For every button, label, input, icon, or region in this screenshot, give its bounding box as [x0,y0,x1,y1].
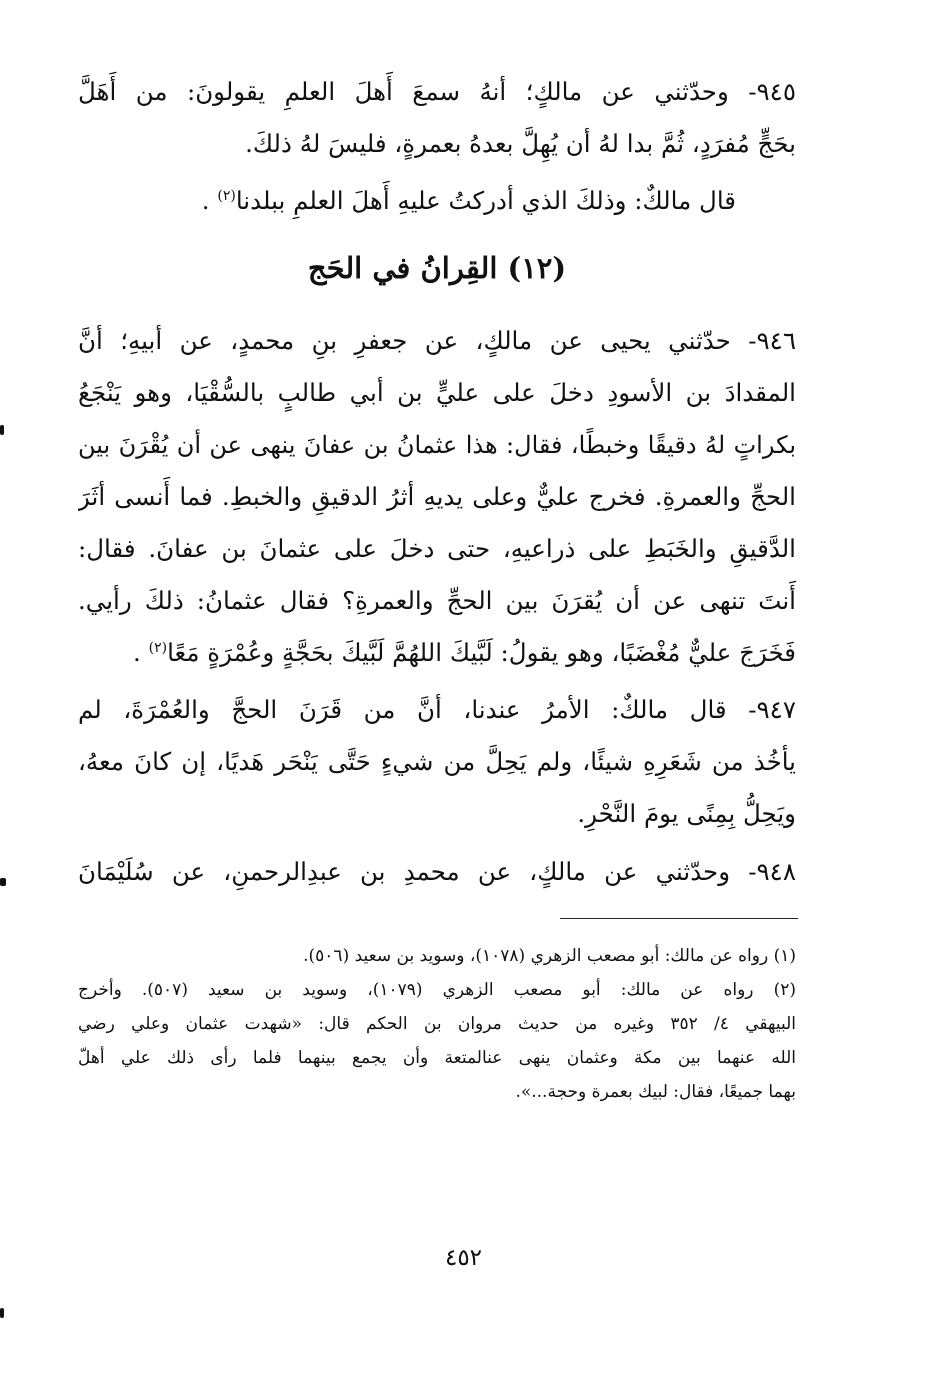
footnote-2-line-4: بهما جميعًا، فقال: لبيك بعمرة وحجة...». [515,1082,796,1102]
hadith-946-last-text: فَخَرَجَ عليٌّ مُغْضَبًا، وهو يقولُ: لَبَّيكَ اللهُمَّ لَبَّيكَ بحَجَّةٍ وعُمْرَةٍ مَعًا [167,638,796,667]
hadith-945-line-2: بحَجٍّ مُفرَدٍ، ثُمَّ بدا لهُ أن يُهِلَّ بعدهُ بعمرةٍ، فليسَ لهُ ذلكَ. [245,129,796,158]
page-number: ٤٥٢ [444,1245,483,1271]
malik-statement-line [78,175,736,227]
hadith-948 [78,846,796,898]
footnote-1: (١) رواه عن مالك: أبو مصعب الزهري (١٠٧٨)، وسويد بن سعيد (٥٠٦). [303,946,796,966]
hadith-948-line-1: ٩٤٨- وحدّثني عن مالكٍ، عن محمدِ بن عبدِالرحمنِ، عن سُلَيْمَانَ [78,857,796,886]
scan-mark [0,425,4,435]
footnote-2-line-3: الله عنهما بين مكة وعثمان ينهى عنالمتعة وأن يجمع بينهما فلما رأى ذلك علي أهلّ [78,1048,796,1068]
footnote-2-line-1: (٢) رواه عن مالك: أبو مصعب الزهري (١٠٧٩)، وسويد بن سعيد (٥٠٧). وأخرج [78,980,796,1000]
hadith-947-line-1: ٩٤٧- قال مالكٌ: الأمرُ عندنا، أنَّ من قَرَنَ الحجَّ والعُمْرَةَ، لم [78,695,796,724]
hadith-946-line-3: بكراتٍ لهُ دقيقًا وخبطًا، فقال: هذا عثمانُ بن عفانَ ينهى عن أن يُقْرَنَ بين [78,431,796,459]
footnotes [78,939,796,1109]
hadith-945 [78,66,796,170]
hadith-946-line-6: أَنتَ تنهى عن أن يُقرَنَ بين الحجِّ والعمرةِ؟ فقال عثمانُ: ذلكَ رأيي. [78,586,796,615]
hadith-946-line-1: ٩٤٦- حدّثني يحيى عن مالكٍ، عن جعفرِ بنِ محمدٍ، عن أبيهِ؛ أنَّ [78,326,796,355]
scan-mark [0,878,6,886]
hadith-946-line-7 [78,627,796,679]
hadith-946-line-4: الحجِّ والعمرةِ. فخرج عليٌّ وعلى يديهِ أثرُ الدقيقِ والخبطِ. فما أَنسى أثَرَ [78,482,796,511]
footnote-separator [560,918,798,919]
hadith-947-line-2: يأخُذ من شَعَرِهِ شيئًا، ولم يَحِلَّ من شيءٍ حَتَّى يَنْحَر هَديًا، إن كانَ معهُ، [78,747,796,776]
chapter-heading: (١٢) القِرانُ في الحَج [307,251,567,285]
hadith-946 [78,315,796,679]
malik-statement-text: قال مالكٌ: وذلكَ الذي أدركتُ عليهِ أَهلَ العلمِ ببلدنا [235,186,736,215]
hadith-945-line-1: ٩٤٥- وحدّثني عن مالكٍ؛ أنهُ سمعَ أَهلَ العلمِ يقولونَ: من أَهَلَّ [78,77,796,106]
footnote-ref-2b: (٢) [148,639,168,656]
hadith-946-last-end: . [133,638,149,667]
hadith-946-line-2: المقدادَ بن الأسودِ دخلَ على عليٍّ بن أبي طالبٍ بالسُّقْيَا، وهو يَنْجَعُ [78,378,796,407]
footnote-2-line-2: البيهقي ٤/ ٣٥٢ وغيره من حديث مروان بن الحكم قال: «شهدت عثمان وعلي رضي [78,1014,796,1034]
scan-mark [0,1308,4,1318]
hadith-947 [78,684,796,840]
footnote-ref-2: (٢) [217,187,236,204]
malik-statement [78,175,796,227]
hadith-946-line-5: الدَّقيقِ والخَبَطِ على ذراعيهِ، حتى دخلَ على عثمانَ بن عفانَ. فقال: [78,534,796,563]
malik-statement-end: . [201,186,218,215]
hadith-947-line-3: ويَحِلُّ بِمِنًى يومَ النَّحْرِ. [577,799,796,828]
